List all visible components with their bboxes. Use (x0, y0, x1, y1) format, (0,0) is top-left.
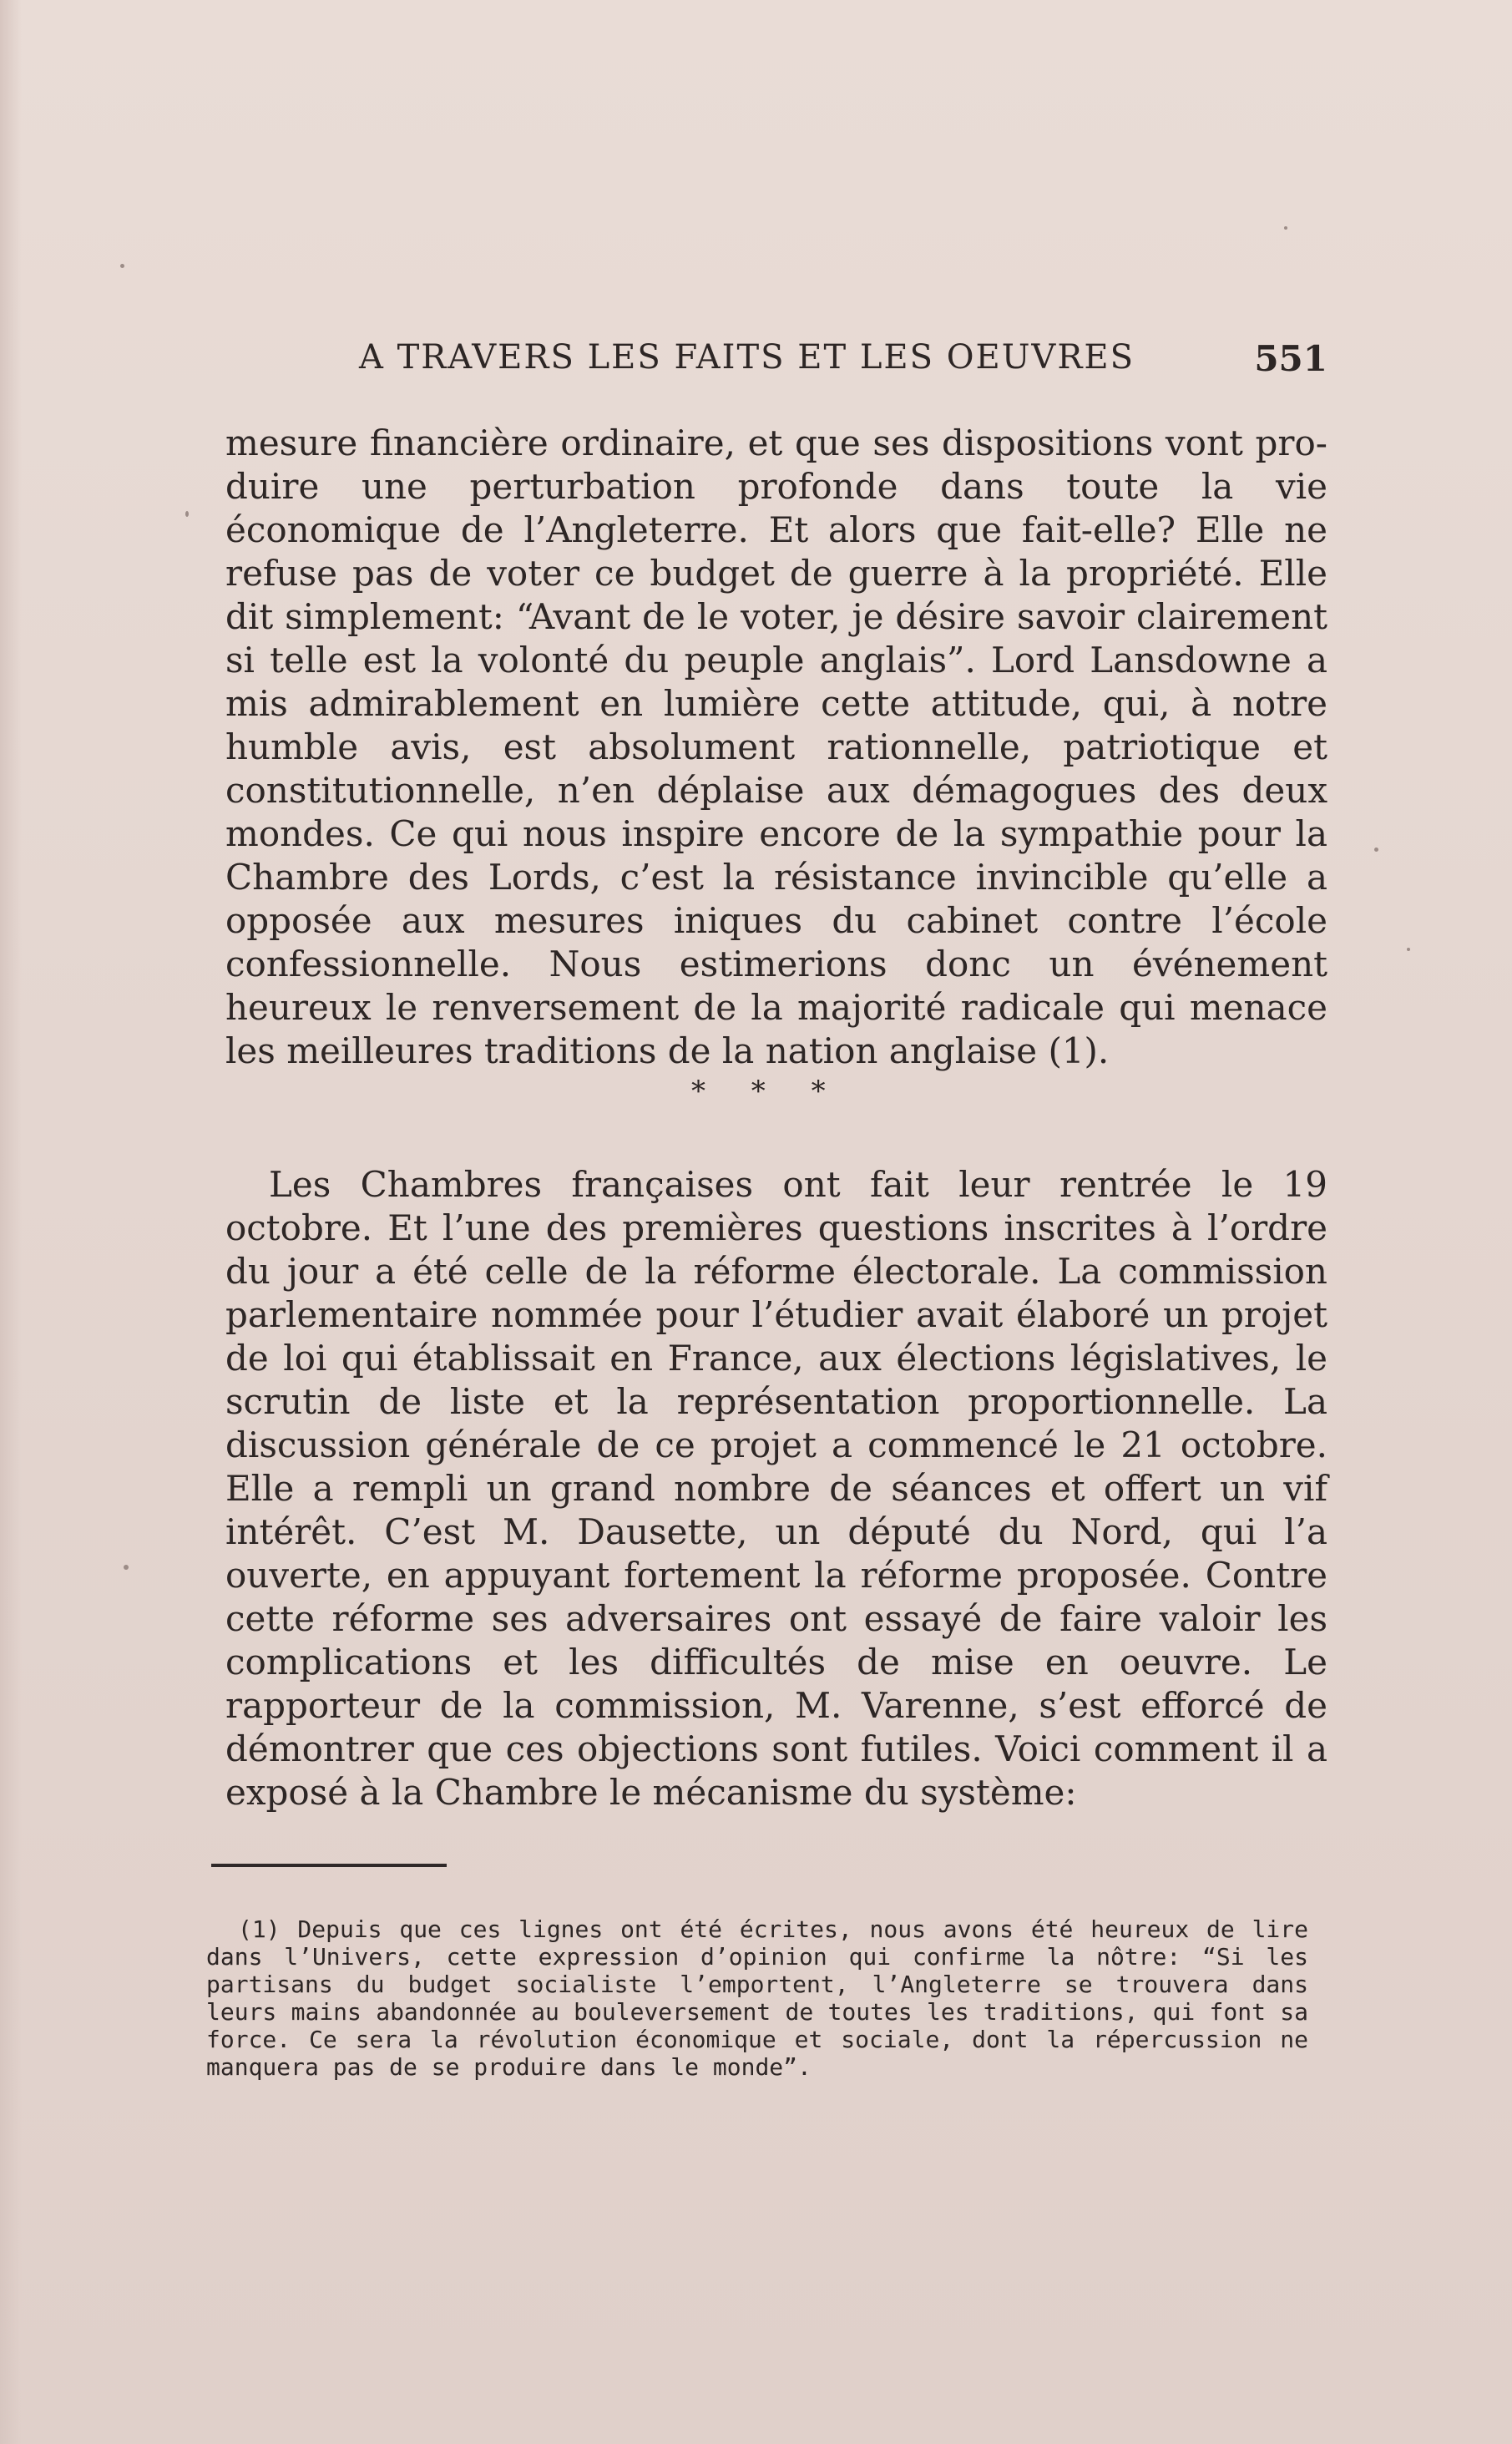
footnote (206, 1915, 1308, 2081)
paper-speck (185, 511, 189, 517)
paper-speck (120, 264, 124, 268)
footnote-reference: (1). (1048, 1030, 1110, 1071)
paragraph-anglais-budget (225, 422, 1327, 1073)
paragraph-main-text: mesure financière ordinaire, et que ses dispositions vont produire une perturbation profonde dans toute la vie économique de l’Angleterre. Et alors que fait-elle? Elle ne refuse pas de voter ce budget de guerre à la propriété. Elle dit simplement: “Avant de le voter, je désire savoir clairement si telle est la volonté du peuple anglais”. Lord Lansdowne a mis admirablement en lumière cette attitude, qui, à notre humble avis, est absolument rationnelle, patriotique et constitutionnelle, n’en déplaise aux démagogues des deux mondes. Ce qui nous inspire encore de la sympathie pour la Chambre des Lords, c’est la résistance invincible qu’elle a opposée aux mesures iniques du cabinet contre l’école confessionnelle. Nous estimerions donc un événement heureux le renversement de la majorité radicale qui menace les meilleures traditions de la nation anglaise (225, 423, 1327, 1071)
paragraph-text: Les Chambres françaises ont fait leur rentrée le 19 octobre. Et l’une des premières questions inscrites à l’ordre du jour a été celle de la réforme électorale. La commission parlementaire nommée pour l’étudier avait élaboré un projet de loi qui établissait en France, aux élections législatives, le scrutin de liste et la représentation proportionnelle. La discussion générale de ce projet a commencé le 21 octobre. Elle a rempli un grand nombre de séances et offert un vif intérêt. C’est M. Dausette, un député du Nord, qui l’a ouverte, en appuyant fortement la réforme proposée. Contre cette réforme ses adversaires ont essayé de faire valoir les complications et les difficultés de mise en oeuvre. Le rapporteur de la commission, M. Varenne, s’est efforcé de démontrer que ces objections sont futiles. Voici comment il a exposé à la Chambre le mécanisme du système: (225, 1164, 1327, 1813)
paper-speck (1374, 848, 1378, 852)
footnote-rule (211, 1864, 447, 1867)
paragraph-text (225, 422, 1327, 1073)
paragraph-reforme-electorale (225, 1163, 1327, 1814)
paper-speck (124, 1565, 129, 1570)
running-head: A TRAVERS LES FAITS ET LES OEUVRES (359, 338, 1135, 377)
paper-speck (1284, 226, 1287, 230)
section-separator: * * * (691, 1075, 844, 1108)
page-header (359, 338, 1327, 397)
paper-speck (1407, 948, 1410, 951)
footnote-text: (1) Depuis que ces lignes ont été écrites, nous avons été heureux de lire dans l’Univers, cette expression d’opinion qui confirme la nôtre: “Si les partisans du budget socialiste l’emportent, l’Angleterre se trouvera dans leurs mains abandonnée au bouleversement de toutes les traditions, qui font sa force. Ce sera la révolution économique et sociale, dont la répercussion ne manquera pas de se produire dans le monde”. (206, 1915, 1308, 2081)
page-number: 551 (1254, 338, 1327, 379)
page-edge-shadow (0, 0, 22, 2444)
